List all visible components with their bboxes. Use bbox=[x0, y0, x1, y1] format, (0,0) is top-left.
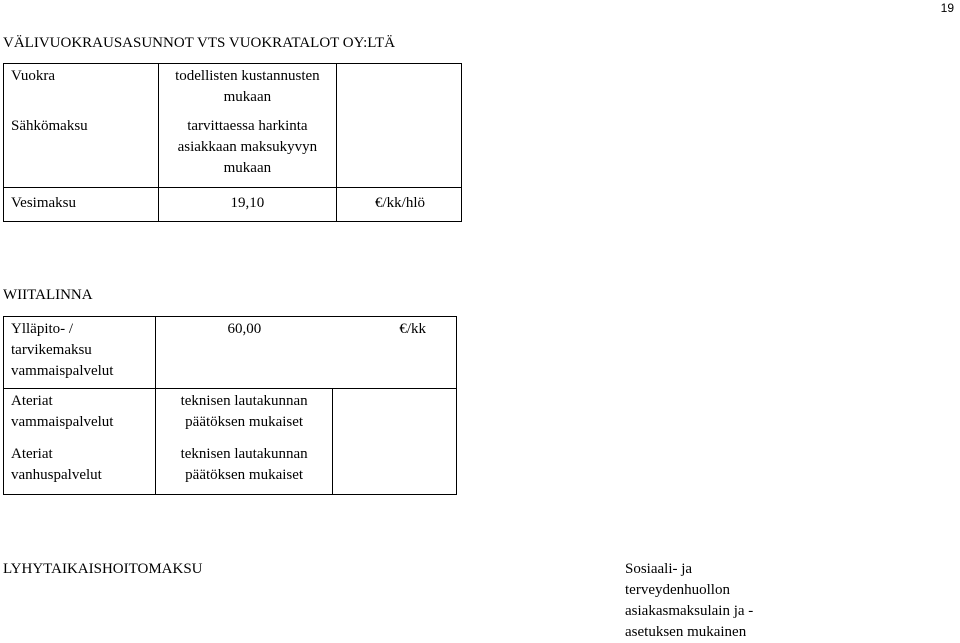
row-label: Ylläpito- / tarvikemaksu vammaispalvelut bbox=[11, 321, 114, 379]
row-value: 60,00 bbox=[227, 321, 262, 337]
wiitalinna-table bbox=[3, 316, 457, 495]
row-unit bbox=[337, 114, 461, 120]
table-row bbox=[4, 188, 462, 222]
row-unit bbox=[333, 442, 456, 448]
section-title-lyhytaikaishoitomaksu: LYHYTAIKAISHOITOMAKSU bbox=[3, 561, 203, 577]
section-title-wiitalinna: WIITALINNA bbox=[3, 287, 93, 303]
row-label: Ateriat vammaispalvelut bbox=[11, 393, 114, 430]
table-row bbox=[4, 64, 462, 114]
row-value: todellisten kustannusten mukaan bbox=[175, 68, 320, 105]
row-unit: €/kk bbox=[399, 321, 426, 337]
row-label: Sähkömaksu bbox=[11, 117, 88, 134]
table-row bbox=[4, 442, 457, 495]
row-value: teknisen lautakunnan päätöksen mukaiset bbox=[180, 393, 308, 430]
row-label: Vuokra bbox=[11, 68, 56, 84]
row-label: Ateriat vanhuspalvelut bbox=[11, 445, 102, 483]
row-unit: €/kk/hlö bbox=[374, 195, 425, 211]
row-unit bbox=[333, 389, 456, 395]
section-title-valivuokrausasunnot: VÄLIVUOKRAUSASUNNOT VTS VUOKRATALOT OY:LTÄ bbox=[3, 35, 396, 51]
row-label: Vesimaksu bbox=[11, 195, 76, 211]
lyhytaikaishoito-note: Sosiaali- ja terveydenhuollon asiakasmaksulain ja -asetuksen mukainen bbox=[625, 561, 754, 640]
row-unit bbox=[337, 64, 461, 70]
row-value: tarvittaessa harkinta asiakkaan maksukyvyn mukaan bbox=[177, 117, 318, 176]
row-value: 19,10 bbox=[230, 195, 265, 211]
page-number: 19 bbox=[940, 1, 954, 15]
table-row bbox=[4, 114, 462, 188]
table-row bbox=[4, 317, 457, 389]
rent-table bbox=[3, 63, 462, 222]
table-row bbox=[4, 389, 457, 442]
row-value: teknisen lautakunnan päätöksen mukaiset bbox=[180, 445, 308, 483]
